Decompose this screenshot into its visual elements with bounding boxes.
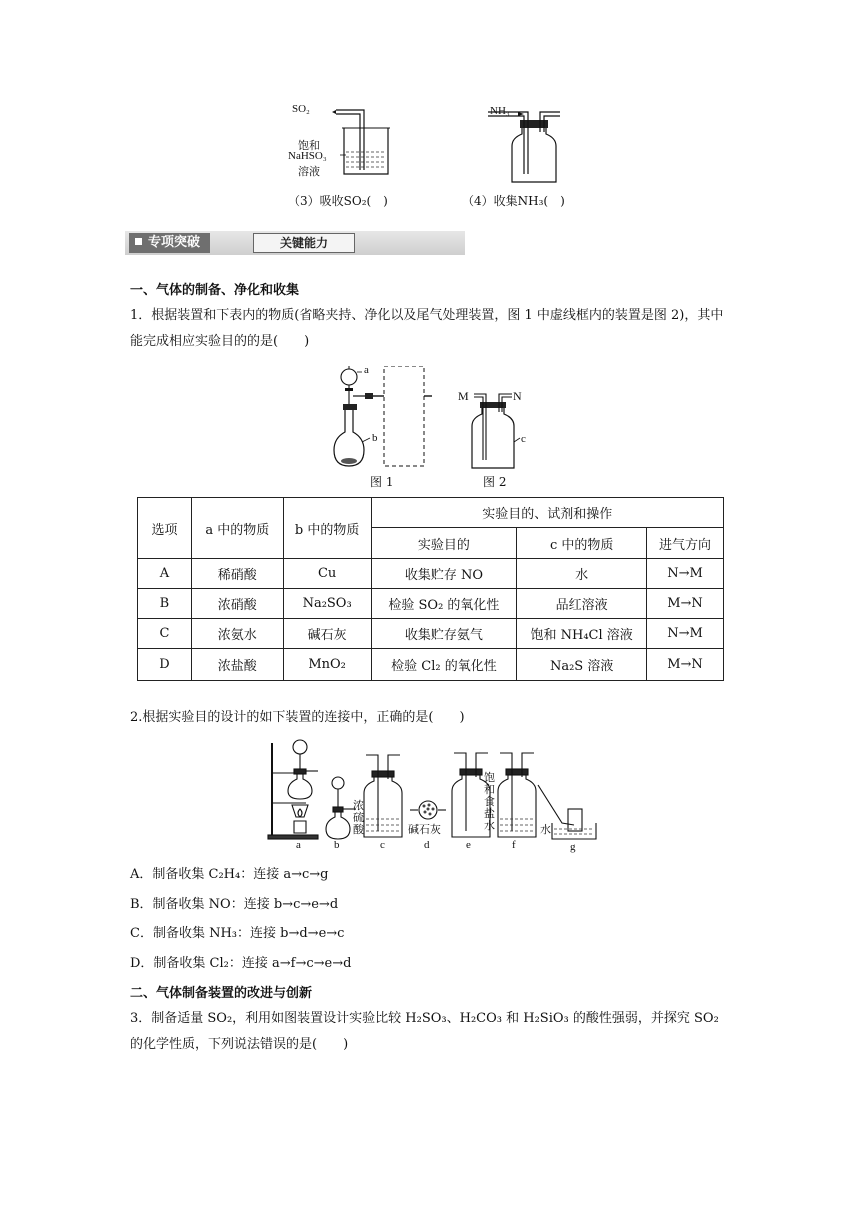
table-row [138, 619, 724, 649]
section-banner [125, 231, 465, 255]
cell-a: 稀硝酸 [191, 559, 283, 589]
th-c: c 中的物质 [517, 528, 647, 559]
q2-label-f: f [512, 839, 516, 851]
q2-text: 2.根据实验目的设计的如下装置的连接中，正确的是( ) [130, 710, 465, 725]
fig2-caption: 图 2 [483, 475, 507, 489]
fig1-label-b: b [372, 432, 378, 444]
cell-c: 饱和 NH₄Cl 溶液 [517, 619, 647, 649]
section2-title: 二、气体制备装置的改进与创新 [130, 986, 313, 1001]
cell-b: MnO₂ [283, 649, 371, 681]
q2-label-g: g [570, 841, 576, 853]
fig1-caption: 图 1 [370, 475, 394, 489]
cell-a: 浓氨水 [191, 619, 283, 649]
q2-label-acid: 浓硫酸 [353, 800, 364, 836]
fig2-label-n: N [513, 389, 522, 403]
cell-direction: N→M [647, 559, 724, 589]
cell-c: 品红溶液 [517, 589, 647, 619]
table-row [138, 589, 724, 619]
cell-a: 浓硝酸 [191, 589, 283, 619]
caption-absorb-so2: （3）吸收SO₂( ) [288, 194, 388, 208]
fig1-label-a: a [364, 364, 369, 376]
th-purpose: 实验目的 [371, 528, 517, 559]
fig2-label-c: c [521, 433, 526, 445]
table-row [138, 559, 724, 589]
th-b: b 中的物质 [283, 498, 371, 559]
th-group: 实验目的、试剂和操作 [371, 498, 723, 528]
banner-sub: 关键能力 [253, 233, 355, 253]
section1-title: 一、气体的制备、净化和收集 [130, 283, 300, 298]
figure-2-bottle [466, 386, 536, 470]
caption-collect-nh3: （4）收集NH₃( ) [462, 194, 565, 208]
th-direction: 进气方向 [647, 528, 724, 559]
banner-main-label: 专项突破 [148, 235, 201, 250]
q2-label-b: b [334, 839, 340, 851]
q2-label-d: d [424, 839, 430, 851]
q1-table [137, 497, 724, 681]
cell-b: Cu [283, 559, 371, 589]
q2-label-e: e [466, 839, 471, 851]
table-row [138, 649, 724, 681]
q3-text: 3．制备适量 SO₂，利用如图装置设计实验比较 H₂SO₃、H₂CO₃ 和 H₂SiO₃ 的酸性强弱，并探究 SO₂ 的化学性质，下列说法错误的是( ) [130, 1011, 719, 1052]
nh3-label: NH₃ [490, 105, 510, 117]
cell-purpose: 收集贮存 NO [371, 559, 517, 589]
cell-a: 浓盐酸 [191, 649, 283, 681]
cell-c: Na₂S 溶液 [517, 649, 647, 681]
cell-direction: N→M [647, 619, 724, 649]
cell-option: B [138, 589, 192, 619]
cell-purpose: 检验 Cl₂ 的氧化性 [371, 649, 517, 681]
q2-label-water: 水 [540, 824, 551, 836]
q2-option-c: C．制备收集 NH₃：连接 b→d→e→c [130, 926, 345, 941]
figure-1-apparatus [328, 366, 438, 470]
cell-b: Na₂SO₃ [283, 589, 371, 619]
cell-purpose: 收集贮存氨气 [371, 619, 517, 649]
figure-q2-apparatus [262, 735, 602, 855]
q2-label-a: a [296, 839, 301, 851]
so2-label: SO₂ [292, 103, 310, 115]
solution-line-1: 饱和 [298, 140, 320, 152]
th-option: 选项 [138, 498, 192, 559]
cell-c: 水 [517, 559, 647, 589]
banner-main [129, 233, 210, 253]
q2-option-b: B．制备收集 NO：连接 b→c→e→d [130, 897, 339, 912]
q2-label-lime: 碱石灰 [408, 824, 441, 836]
square-icon [135, 238, 142, 245]
q2-label-c: c [380, 839, 385, 851]
solution-line-3: 溶液 [298, 166, 320, 178]
q2-label-brine: 饱和食盐水 [484, 772, 495, 832]
cell-option: C [138, 619, 192, 649]
cell-option: D [138, 649, 192, 681]
solution-line-2: NaHSO₃ [288, 150, 327, 162]
fig2-label-m: M [458, 389, 469, 403]
cell-direction: M→N [647, 649, 724, 681]
cell-option: A [138, 559, 192, 589]
cell-direction: M→N [647, 589, 724, 619]
q1-text: 1．根据装置和下表内的物质(省略夹持、净化以及尾气处理装置，图 1 中虚线框内的装置是图 2)，其中能完成相应实验目的的是( ) [130, 308, 724, 349]
th-a: a 中的物质 [191, 498, 283, 559]
cell-b: 碱石灰 [283, 619, 371, 649]
q2-option-d: D．制备收集 Cl₂：连接 a→f→c→e→d [130, 956, 352, 971]
q2-option-a: A．制备收集 C₂H₄：连接 a→c→g [130, 867, 329, 882]
cell-purpose: 检验 SO₂ 的氧化性 [371, 589, 517, 619]
